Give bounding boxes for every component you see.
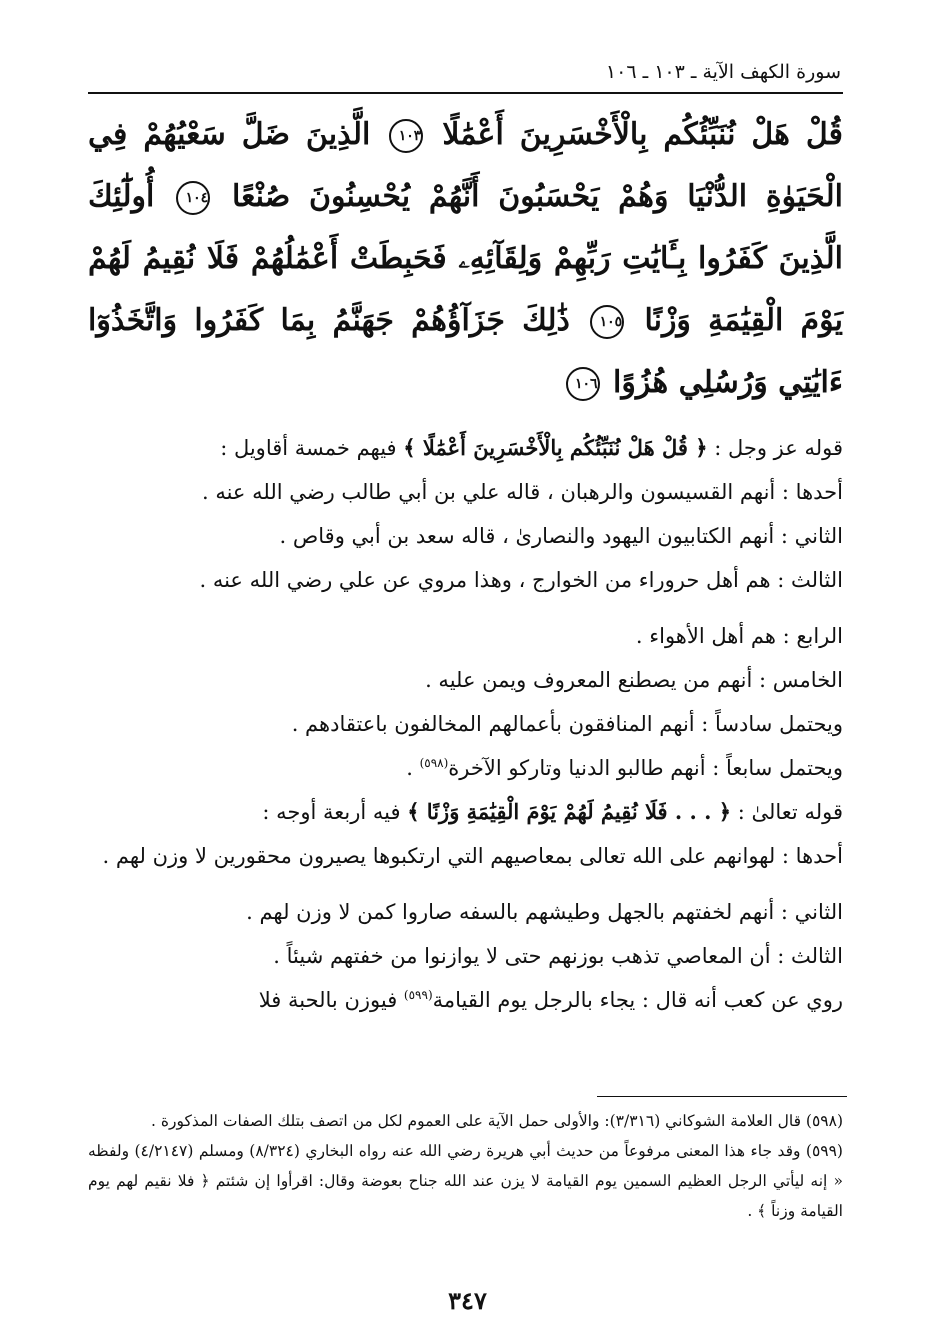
- commentary-paragraph: أحدها : أنهم القسيسون والرهبان ، قاله علي بن أبي طالب رضي الله عنه .: [201, 480, 843, 504]
- ayah-number-mark: ١٠٣: [389, 119, 423, 153]
- commentary-paragraph: ويحتمل سادساً : أنهم المنافقون بأعمالهم المخالفون باعتقادهم .: [291, 712, 843, 736]
- ayah-text: الَّذِينَ ضَلَّ سَعْيُهُمْ فِي الْحَيَوٰةِ الدُّنْيَا وَهُمْ يَحْسَبُونَ أَنَّهُمْ يُحْسِنُونَ صُنْعًا: [88, 117, 843, 214]
- paragraph-text: قوله تعالىٰ :: [737, 800, 843, 824]
- paragraph-text: فيوزن بالحبة فلا: [258, 988, 398, 1012]
- page-content: [88, 58, 843, 1022]
- paragraph-text: ويحتمل سابعاً : أنهم طالبو الدنيا وتاركو الآخرة: [448, 756, 843, 780]
- commentary-paragraph: أحدها : لهوانهم على الله تعالى بمعاصيهم التي ارتكبوها يصيرون محقورين لا وزن لهم .: [102, 844, 843, 868]
- commentary-paragraph: [88, 978, 843, 1022]
- footnote: (٥٩٨) قال العلامة الشوكاني (٣/٣١٦): والأولى حمل الآية على العموم لكل من اتصف بتلك الصفات المذكورة .: [150, 1112, 843, 1130]
- paragraph-text: .: [406, 756, 413, 780]
- footnote: (٥٩٩) وقد جاء هذا المعنى مرفوعاً من حديث أبي هريرة رضي الله عنه رواه البخاري (٨/٣٢٤) ومسلم (٤/٢١٤٧) ولفظه « إنه ليأتي الرجل العظيم السمين يوم القيامة لا يزن عند الله جناح بعوضة وقال: اقرأوا إن شئتم ﴿ فلا نقيم لهم يوم القيامة وزناً ﴾ .: [88, 1142, 843, 1220]
- header-rule: [88, 92, 843, 94]
- commentary-paragraph: الثاني : أنهم الكتابيون اليهود والنصارىٰ ، قاله سعد بن أبي وقاص .: [279, 524, 843, 548]
- ayah-text: أُولَٰٓئِكَ الَّذِينَ كَفَرُوا بِـَٔايَٰتِ رَبِّهِمْ وَلِقَآئِهِۦ فَحَبِطَتْ أَعْمَٰلُهُمْ فَلَا نُقِيمُ لَهُمْ يَوْمَ الْقِيَٰمَةِ وَزْنًا: [88, 179, 843, 338]
- quran-passage: [88, 104, 843, 414]
- commentary-paragraph: الثالث : أن المعاصي تذهب بوزنهم حتى لا يوازنوا من خفتهم شيئاً .: [273, 944, 843, 968]
- commentary-paragraph: الثاني : أنهم لخفتهم بالجهل وطيشهم بالسفه صاروا كمن لا وزن لهم .: [246, 900, 843, 924]
- commentary-paragraph: الخامس : أنهم من يصطنع المعروف ويمن عليه .: [425, 668, 843, 692]
- paragraph-text: فيه أربعة أوجه :: [262, 800, 401, 824]
- commentary-paragraph: الثالث : هم أهل حروراء من الخوارج ، وهذا مروي عن علي رضي الله عنه .: [199, 568, 843, 592]
- commentary-paragraph: [88, 746, 843, 790]
- paragraph-text: روي عن كعب أنه قال : يجاء بالرجل يوم القيامة: [432, 988, 843, 1012]
- ayah-number-mark: ١٠٤: [176, 181, 210, 215]
- footnote-rule: [597, 1096, 847, 1097]
- page-number: ٣٤٧: [448, 1286, 487, 1315]
- ayah-text: ذَٰلِكَ جَزَآؤُهُمْ جَهَنَّمُ بِمَا كَفَرُوا وَاتَّخَذُوٓا ءَايَٰتِي وَرُسُلِي هُزُوًا: [88, 303, 843, 400]
- commentary-paragraph: الرابع : هم أهل الأهواء .: [635, 624, 843, 648]
- footnote-ref: (٥٩٩): [403, 988, 433, 1002]
- paragraph-text: فيهم خمسة أقاويل :: [220, 436, 397, 460]
- commentary-paragraph: [88, 790, 843, 834]
- quran-quote: ﴿ قُلْ هَلْ نُنَبِّئُكُم بِالْأَخْسَرِينَ أَعْمَٰلًا ﴾: [403, 435, 708, 460]
- paragraph-text: قوله عز وجل :: [714, 436, 843, 460]
- ayah-text: قُلْ هَلْ نُنَبِّئُكُم بِالْأَخْسَرِينَ أَعْمَٰلًا: [442, 117, 843, 152]
- ayah-number-mark: ١٠٥: [590, 305, 624, 339]
- commentary: [88, 426, 843, 1022]
- footnotes: [88, 1106, 843, 1226]
- ayah-number-mark: ١٠٦: [566, 367, 600, 401]
- running-title: سورة الكهف الآية ـ ١٠٣ ـ ١٠٦: [605, 61, 841, 83]
- quran-quote: ﴿ . . . فَلَا نُقِيمُ لَهُمْ يَوْمَ الْقِيَٰمَةِ وَزْنًا ﴾: [407, 799, 732, 824]
- footnote-ref: (٥٩٨): [419, 756, 449, 770]
- commentary-paragraph: [88, 426, 843, 470]
